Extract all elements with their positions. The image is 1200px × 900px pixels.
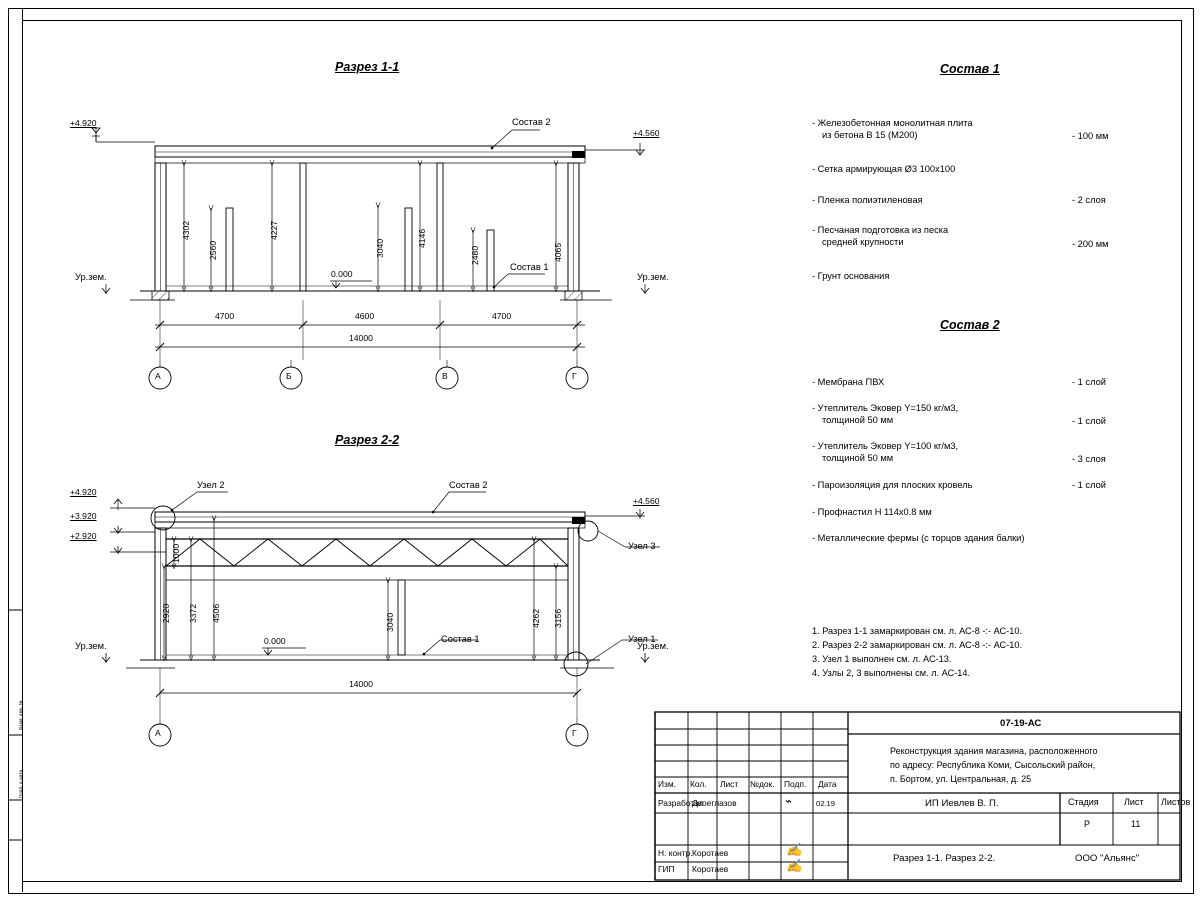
compose1-row-3-text: - Песчаная подготовка из песка — [812, 225, 949, 235]
section2-level-1: +4.920 — [70, 487, 97, 497]
section2-vdim-6: 3156 — [553, 608, 563, 628]
compose1-row-1-text: - Сетка армирующая Ø3 100х100 — [812, 164, 956, 174]
compose2-row-0-value: - 1 слой — [1072, 377, 1106, 387]
section1-callout-compose1: Состав 1 — [510, 262, 549, 272]
drawing-name: Разрез 1-1. Разрез 2-2. — [893, 853, 996, 864]
compose2-row-5-text: - Металлические фермы (с торцов здания балки) — [812, 533, 1025, 543]
compose2-row-2-value: - 3 слоя — [1072, 454, 1106, 464]
section1-callout-compose2: Состав 2 — [512, 117, 551, 127]
section1-axis-g: Г — [572, 371, 577, 381]
section1-hdim-1: 4600 — [355, 311, 375, 321]
section1-axis-a: А — [155, 371, 161, 381]
section2-callout-compose1: Состав 1 — [441, 634, 480, 644]
compose1-row-3-value: - 200 мм — [1072, 239, 1109, 249]
sheet-value: 11 — [1131, 819, 1141, 829]
section2-level-2: +3.920 — [70, 511, 97, 521]
section1-hdim-2: 4700 — [492, 311, 512, 321]
compose1-row-0-text: - Железобетонная монолитная плита — [812, 118, 973, 128]
stage-value: Р — [1084, 819, 1091, 829]
section2-level-zero: 0.000 — [264, 636, 286, 646]
date-0: 02.19 — [816, 799, 836, 808]
compose2-row-1-text: - Утеплитель Эковер Y=150 кг/м3, — [812, 403, 959, 413]
compose1-row-3-text2: средней крупности — [822, 237, 904, 247]
compose2-row-4-text: - Профнастил Н 114х0.8 мм — [812, 507, 932, 517]
note-3: 3. Узел 1 выполнен см. л. АС-13. — [812, 654, 952, 664]
section2-callout-node1: Узел 1 — [628, 634, 656, 644]
section1-vdim-3: 3040 — [375, 238, 385, 258]
compose2-row-1-text2: толщиной 50 мм — [822, 415, 894, 425]
section2-axis-g: Г — [572, 728, 577, 738]
compose1-row-4-text: - Грунт основания — [812, 271, 890, 281]
section1-axis-v: В — [442, 371, 448, 381]
section1-level-top-left: +4.920 — [70, 118, 97, 128]
section1-total-dim: 14000 — [349, 333, 373, 343]
section2-callout-node2: Узел 2 — [197, 480, 225, 490]
note-1: 1. Разрез 1-1 замаркирован см. л. АС-8 -:- АС-10. — [812, 626, 1022, 636]
section2-level-4: +4.560 — [633, 496, 660, 506]
compose2-row-2-text2: толщиной 50 мм — [822, 453, 894, 463]
role-0: Разработал — [658, 798, 704, 808]
signature-2: ✍ — [786, 858, 803, 873]
object-line-2: по адресу: Республика Коми, Сысольский район, — [890, 760, 1096, 770]
section2-level-ground-left: Ур.зем. — [75, 641, 107, 651]
col-header-list: Лист — [720, 779, 739, 789]
compose1-row-2-text: - Пленка полиэтиленовая — [812, 195, 923, 205]
section1-level-ground-left: Ур.зем. — [75, 272, 107, 282]
section2-callout-compose2: Состав 2 — [449, 480, 488, 490]
sheets-header: Листов — [1161, 797, 1191, 807]
section2-level-ground-right: Ур.зем. — [637, 641, 669, 651]
name-1: Коротаев — [692, 848, 729, 858]
signature-1: ✍ — [786, 842, 803, 857]
note-2: 2. Разрез 2-2 замаркирован см. л. АС-8 -:- АС-10. — [812, 640, 1022, 650]
section2-total-dim: 14000 — [349, 679, 373, 689]
margin-note-1: Взам. инв. № — [18, 700, 23, 730]
compose-2-title: Состав 2 — [940, 318, 1000, 332]
customer-name: ИП Иевлев В. П. — [925, 798, 999, 809]
compose1-row-0-text2: из бетона В 15 (М200) — [822, 130, 918, 140]
section2-vdim-0: 1000 — [171, 543, 181, 563]
section1-axis-b: Б — [286, 371, 292, 381]
section2-callout-node3: Узел 3 — [628, 541, 656, 551]
section2-vdim-3: 4506 — [211, 603, 221, 623]
title-block-code: 07-19-АС — [1000, 718, 1042, 729]
sheet-header: Лист — [1124, 797, 1144, 807]
section1-hdim-0: 4700 — [215, 311, 235, 321]
compose2-row-0-text: - Мембрана ПВХ — [812, 377, 885, 387]
section2-level-3: +2.920 — [70, 531, 97, 541]
section2-axis-a: А — [155, 728, 161, 738]
stage-header: Стадия — [1068, 797, 1099, 807]
section1-vdim-1: 2560 — [208, 240, 218, 260]
compose2-row-3-text: - Пароизоляция для плоских кровель — [812, 480, 973, 490]
col-header-kol: Кол. — [690, 779, 707, 789]
section2-vdim-2: 3372 — [188, 603, 198, 623]
section-1-title: Разрез 1-1 — [335, 60, 400, 74]
section1-level-ground-right: Ур.зем. — [637, 272, 669, 282]
margin-note-2: Подп. и дата — [18, 769, 23, 798]
section1-vdim-2: 4227 — [269, 220, 279, 240]
section1-vdim-4: 4146 — [417, 228, 427, 248]
section2-vdim-1: 2920 — [161, 603, 171, 623]
signature-0: ⌁ — [784, 794, 792, 808]
note-4: 4. Узлы 2, 3 выполнены см. л. АС-14. — [812, 668, 971, 678]
role-2: ГИП — [658, 864, 675, 874]
section1-vdim-6: 4065 — [553, 242, 563, 262]
object-line-1: Реконструкция здания магазина, расположенного — [890, 746, 1098, 756]
compose1-row-0-value: - 100 мм — [1072, 131, 1109, 141]
section1-level-top-right: +4.560 — [633, 128, 660, 138]
section2-vdim-4: 3040 — [385, 612, 395, 632]
section1-vdim-5: 2480 — [470, 245, 480, 265]
compose1-row-2-value: - 2 слоя — [1072, 195, 1106, 205]
col-header-podp: Подп. — [784, 779, 807, 789]
col-header-data: Дата — [818, 779, 837, 789]
col-header-izm: Изм. — [658, 779, 676, 789]
compose2-row-3-value: - 1 слой — [1072, 480, 1106, 490]
name-2: Коротаев — [692, 864, 729, 874]
col-header-ndoc: №док. — [750, 779, 775, 789]
name-0: Двоеглазов — [692, 798, 737, 808]
object-line-3: п. Бортом, ул. Центральная, д. 25 — [890, 774, 1032, 784]
section-2-title: Разрез 2-2 — [335, 433, 400, 447]
role-1: Н. контр. — [658, 848, 693, 858]
section2-vdim-5: 4262 — [531, 608, 541, 628]
section1-level-zero: 0.000 — [331, 269, 353, 279]
compose2-row-1-value: - 1 слой — [1072, 416, 1106, 426]
compose2-row-2-text: - Утеплитель Эковер Y=100 кг/м3, — [812, 441, 959, 451]
section1-vdim-0: 4302 — [181, 220, 191, 240]
compose-1-title: Состав 1 — [940, 62, 1000, 76]
company-name: ООО "Альянс" — [1075, 853, 1140, 864]
